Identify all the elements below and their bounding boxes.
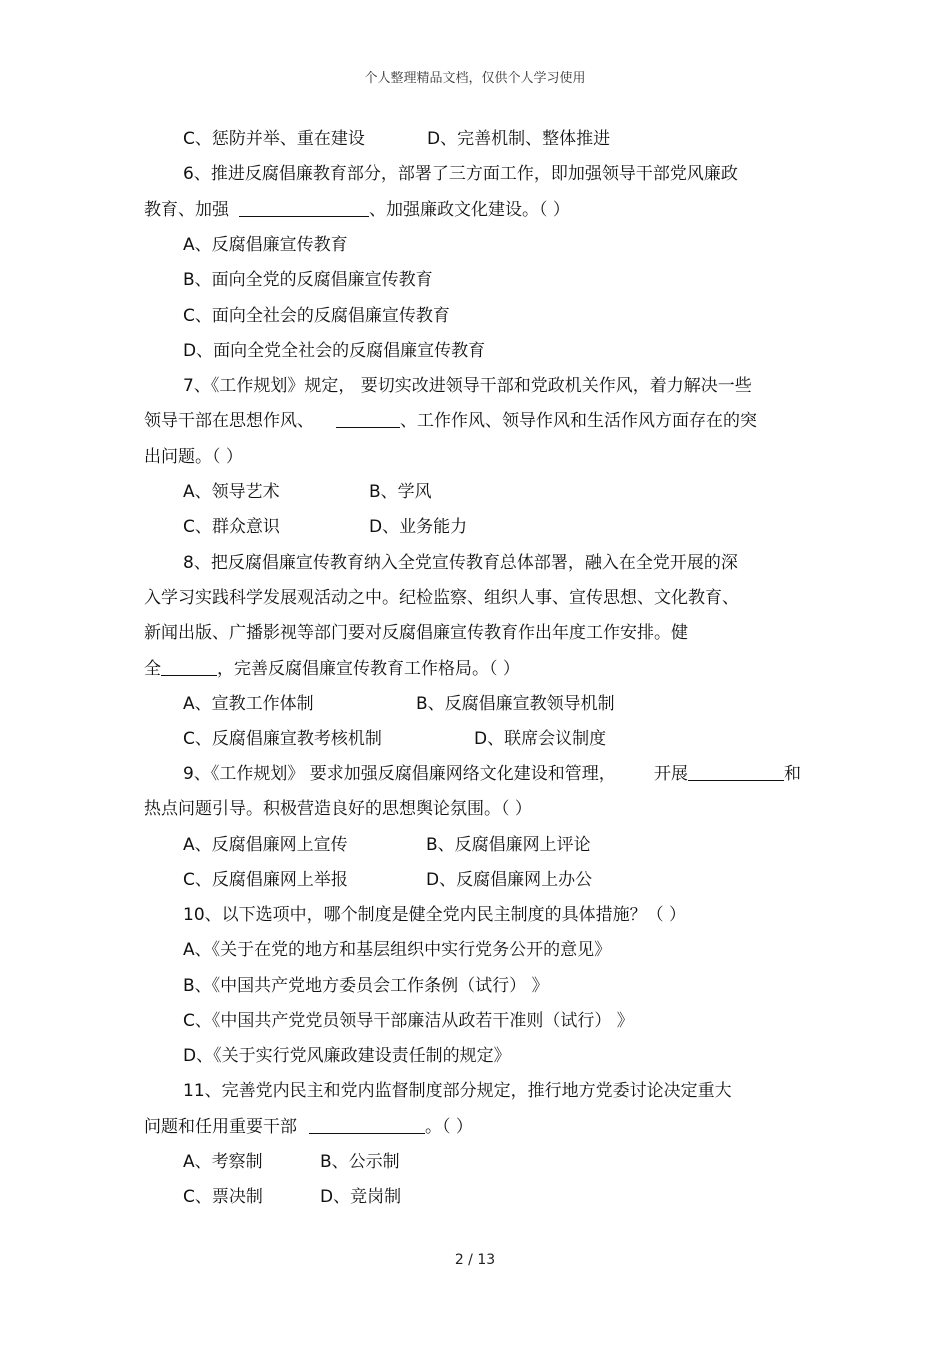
q10-option-a: A、《关于在党的地方和基层组织中实行党务公开的意见》 (183, 940, 612, 960)
q8-stem-part2: ，完善反腐倡廉宣传教育工作格局。（ ） (217, 659, 520, 679)
q8-answer-blank (161, 659, 217, 676)
q6-stem-line2 (144, 200, 570, 220)
q8-stem-line1: 8、把反腐倡廉宣传教育纳入全党宣传教育总体部署，融入在全党开展的深 (183, 553, 738, 573)
q7-stem-line1: 7、《工作规划》规定， 要切实改进领导干部和党政机关作风，着力解决一些 (183, 376, 752, 396)
q11-stem-part2: 。（ ） (425, 1117, 473, 1137)
q7-stem-line2 (144, 411, 757, 431)
q6-stem-line1: 6、推进反腐倡廉教育部分，部署了三方面工作，即加强领导干部党风廉政 (183, 164, 738, 184)
q8-stem-line3: 新闻出版、广播影视等部门要对反腐倡廉宣传教育作出年度工作安排。健 (144, 623, 688, 643)
q7-option-b: B、学风 (369, 482, 432, 502)
q6-option-b: B、面向全党的反腐倡廉宣传教育 (183, 270, 433, 290)
q11-option-c: C、票决制 (183, 1187, 263, 1207)
q6-option-d: D、面向全党全社会的反腐倡廉宣传教育 (183, 341, 486, 361)
q11-option-b: B、公示制 (320, 1152, 400, 1172)
q10-option-c: C、《中国共产党党员领导干部廉洁从政若干准则（试行） 》 (183, 1011, 634, 1031)
page-number: 2 / 13 (454, 1252, 496, 1268)
q11-option-d: D、竞岗制 (320, 1187, 402, 1207)
q9-stem-he: 和 (784, 764, 801, 784)
q8-stem-line4 (144, 659, 520, 679)
q9-stem-line1-part1: 9、《工作规划》 要求加强反腐倡廉网络文化建设和管理， (183, 764, 616, 784)
q11-stem-line1: 11、完善党内民主和党内监督制度部分规定，推行地方党委讨论决定重大 (183, 1081, 732, 1101)
q6-stem-part1: 教育、加强 (144, 200, 229, 220)
q8-option-a: A、宣教工作体制 (183, 694, 314, 714)
q7-option-d: D、业务能力 (369, 517, 468, 537)
q11-option-a: A、考察制 (183, 1152, 263, 1172)
q9-option-a: A、反腐倡廉网上宣传 (183, 835, 348, 855)
q7-option-a: A、领导艺术 (183, 482, 280, 502)
q6-answer-blank (239, 200, 369, 217)
q7-stem-part2: 、工作作风、领导作风和生活作风方面存在的突 (400, 411, 757, 431)
q6-option-a: A、反腐倡廉宣传教育 (183, 235, 348, 255)
q9-option-d: D、反腐倡廉网上办公 (426, 870, 593, 890)
q9-option-b: B、反腐倡廉网上评论 (426, 835, 591, 855)
q7-answer-blank (336, 411, 400, 428)
q11-stem-line2 (144, 1117, 473, 1137)
q7-stem-part1: 领导干部在思想作风、 (144, 411, 314, 431)
q8-stem-part1: 全 (144, 659, 161, 679)
q6-stem-part2: 、加强廉政文化建设。（ ） (369, 200, 570, 220)
q7-option-c: C、群众意识 (183, 517, 280, 537)
q11-stem-part1: 问题和任用重要干部 (144, 1117, 297, 1137)
q8-option-b: B、反腐倡廉宣教领导机制 (416, 694, 615, 714)
q9-stem-line1-part2 (654, 764, 801, 784)
q9-stem-kaizhan: 开展 (654, 764, 688, 784)
page-header: 个人整理精品文档，仅供个人学习使用 (364, 71, 586, 86)
q10-option-d: D、《关于实行党风廉政建设责任制的规定》 (183, 1046, 511, 1066)
q7-stem-line3: 出问题。（ ） (144, 447, 243, 467)
q10-stem-line1: 10、以下选项中，哪个制度是健全党内民主制度的具体措施？（ ） (183, 905, 687, 925)
q6-option-c: C、面向全社会的反腐倡廉宣传教育 (183, 306, 450, 326)
q5-option-d: D、完善机制、整体推进 (427, 129, 611, 149)
q10-option-b: B、《中国共产党地方委员会工作条例（试行） 》 (183, 976, 549, 996)
q8-option-d: D、联席会议制度 (474, 729, 607, 749)
q11-answer-blank (309, 1117, 425, 1134)
q9-option-c: C、反腐倡廉网上举报 (183, 870, 348, 890)
q5-option-c: C、惩防并举、重在建设 (183, 129, 365, 149)
q9-stem-line2: 热点问题引导。积极营造良好的思想舆论氛围。（ ） (144, 799, 532, 819)
q8-option-c: C、反腐倡廉宣教考核机制 (183, 729, 382, 749)
q8-stem-line2: 入学习实践科学发展观活动之中。纪检监察、组织人事、宣传思想、文化教育、 (144, 588, 739, 608)
q9-answer-blank (688, 764, 784, 781)
